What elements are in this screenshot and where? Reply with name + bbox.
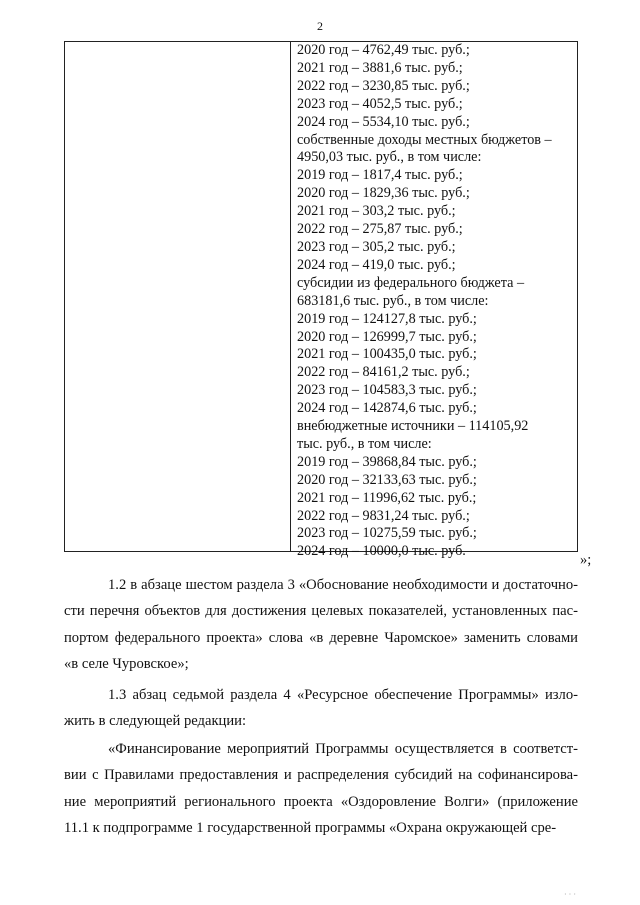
page-number: 2	[317, 19, 323, 33]
financing-line: 2022 год – 275,87 тыс. руб.;	[297, 221, 463, 238]
financing-line: субсидии из федерального бюджета –	[297, 274, 525, 291]
paragraph-line: ние мероприятий регионального проекта «Оздоровление Волги» (приложение	[64, 793, 578, 810]
financing-line: 2024 год – 419,0 тыс. руб.;	[297, 256, 456, 273]
financing-line: 2022 год – 9831,24 тыс. руб.;	[297, 507, 470, 524]
financing-line: 2024 год – 5534,10 тыс. руб.;	[297, 113, 470, 130]
financing-line: 2021 год – 11996,62 тыс. руб.;	[297, 489, 477, 506]
table-column-divider	[290, 42, 291, 551]
paragraph-line: 1.2 в абзаце шестом раздела 3 «Обоснование необходимости и достаточно-	[108, 577, 578, 593]
paragraph-line: 11.1 к подпрограмме 1 государственной программы «Охрана окружающей сре-	[64, 819, 557, 836]
financing-line: 2021 год – 303,2 тыс. руб.;	[297, 203, 456, 220]
financing-line: 2020 год – 4762,49 тыс. руб.;	[297, 42, 470, 58]
financing-line: 683181,6 тыс. руб., в том числе:	[297, 292, 489, 309]
paragraph-1-3	[64, 682, 578, 735]
financing-line: 2021 год – 100435,0 тыс. руб.;	[297, 346, 477, 363]
financing-line: 2022 год – 3230,85 тыс. руб.;	[297, 77, 470, 94]
financing-line: 2020 год – 126999,7 тыс. руб.;	[297, 328, 477, 345]
financing-line: 2019 год – 1817,4 тыс. руб.;	[297, 167, 463, 184]
financing-line: тыс. руб., в том числе:	[297, 435, 432, 452]
paragraph-financing-quote	[64, 736, 578, 841]
paragraph-line: 1.3 абзац седьмой раздела 4 «Ресурсное обеспечение Программы» изло-	[108, 687, 578, 703]
financing-line: 2021 год – 3881,6 тыс. руб.;	[297, 59, 463, 76]
paragraph-line: вии с Правилами предоставления и распределения субсидий на софинансирова-	[64, 767, 578, 784]
financing-lines	[297, 42, 575, 561]
financing-line: внебюджетные источники – 114105,92	[297, 418, 529, 435]
financing-line: 2023 год – 104583,3 тыс. руб.;	[297, 382, 477, 399]
scan-mark: · · ·	[564, 890, 576, 899]
financing-line: 2020 год – 32133,63 тыс. руб.;	[297, 471, 477, 488]
financing-line: 2022 год – 84161,2 тыс. руб.;	[297, 364, 470, 381]
paragraph-1-2	[64, 572, 578, 677]
paragraph-line: жить в следующей редакции:	[64, 713, 247, 730]
financing-line: 2019 год – 124127,8 тыс. руб.;	[297, 310, 477, 327]
financing-line: собственные доходы местных бюджетов –	[297, 131, 552, 148]
paragraph-line: «в селе Чуровское»;	[64, 655, 189, 672]
financing-line: 2023 год – 305,2 тыс. руб.;	[297, 238, 456, 255]
financing-line: 2023 год – 4052,5 тыс. руб.;	[297, 95, 463, 112]
paragraph-line: «Финансирование мероприятий Программы осуществляется в соответст-	[108, 741, 578, 757]
financing-table	[64, 41, 578, 560]
paragraph-line: сти перечня объектов для достижения целевых показателей, установленных пас-	[64, 603, 578, 620]
paragraph-line: портом федерального проекта» слова «в деревне Чаромское» заменить словами	[64, 629, 578, 646]
financing-line: 4950,03 тыс. руб., в том числе:	[297, 149, 482, 166]
financing-line: 2020 год – 1829,36 тыс. руб.;	[297, 185, 470, 202]
financing-line: 2019 год – 39868,84 тыс. руб.;	[297, 453, 477, 470]
financing-line: 2023 год – 10275,59 тыс. руб.;	[297, 525, 477, 542]
financing-line: 2024 год – 10000,0 тыс. руб.	[297, 543, 466, 560]
financing-line: 2024 год – 142874,6 тыс. руб.;	[297, 400, 477, 417]
table-closing-quote: »;	[580, 552, 592, 568]
